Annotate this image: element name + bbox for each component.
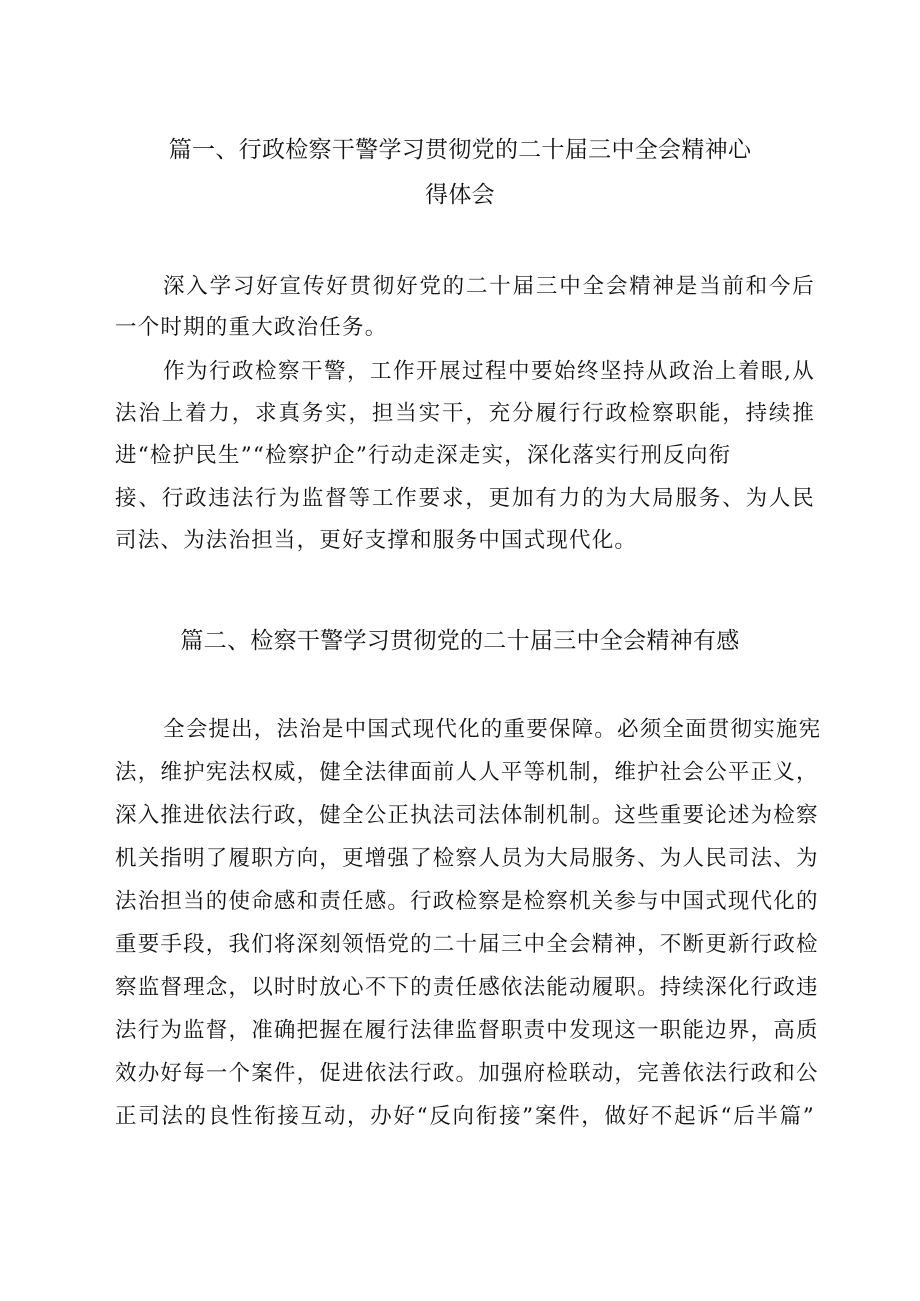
section2-p1-line6: 重要手段，我们将深刻领悟党的二十届三中全会精神，不断更新行政检	[115, 932, 819, 957]
section2-p1-line3: 深入推进依法行政，健全公正执法司法体制机制。这些重要论述为检察	[115, 803, 819, 828]
section2-title: 篇二、检察干警学习贯彻党的二十届三中全会精神有感	[180, 628, 740, 654]
section1-p1-line2: 一个时期的重大政治任务。	[115, 315, 388, 340]
section1-p2-line1: 作为行政检察干警，工作开展过程中要始终坚持从政治上着眼,从	[163, 359, 815, 384]
section2-p1-line10: 正司法的良性衔接互动，办好“反向衔接”案件，做好不起诉“后半篇”	[115, 1104, 815, 1129]
section2-p1-line7: 察监督理念，以时时放心不下的责任感依法能动履职。持续深化行政违	[115, 975, 819, 1000]
section1-title-line2: 得体会	[425, 182, 495, 208]
section2-p1-line8: 法行为监督，准确把握在履行法律监督职责中发现这一职能边界，高质	[115, 1018, 819, 1043]
section2-p1-line2: 法，维护宪法权威，健全法律面前人人平等机制，维护社会公平正义，	[115, 760, 819, 785]
section1-p1-line1: 深入学习好宣传好贯彻好党的二十届三中全会精神是当前和今后	[163, 274, 815, 299]
section1-title-line1: 篇一、行政检察干警学习贯彻党的二十届三中全会精神心	[168, 137, 752, 163]
section2-p1-line1: 全会提出，法治是中国式现代化的重要保障。必须全面贯彻实施宪	[163, 717, 822, 742]
section2-p1-line9: 效办好每一个案件，促进依法行政。加强府检联动，完善依法行政和公	[115, 1061, 819, 1086]
section1-p2-line4: 接、行政违法行为监督等工作要求，更加有力的为大局服务、为人民	[115, 486, 815, 511]
section1-p2-line2: 法治上着力，求真务实，担当实干，充分履行行政检察职能，持续推	[115, 401, 815, 426]
section1-p2-line5: 司法、为法治担当，更好支撑和服务中国式现代化。	[115, 528, 638, 553]
section2-p1-line4: 机关指明了履职方向，更增强了检察人员为大局服务、为人民司法、为	[115, 846, 819, 871]
section1-p2-line3: 进“检护民生”“检察护企”行动走深走实，深化落实行刑反向衔	[115, 443, 732, 468]
section2-p1-line5: 法治担当的使命感和责任感。行政检察是检察机关参与中国式现代化的	[115, 889, 819, 914]
